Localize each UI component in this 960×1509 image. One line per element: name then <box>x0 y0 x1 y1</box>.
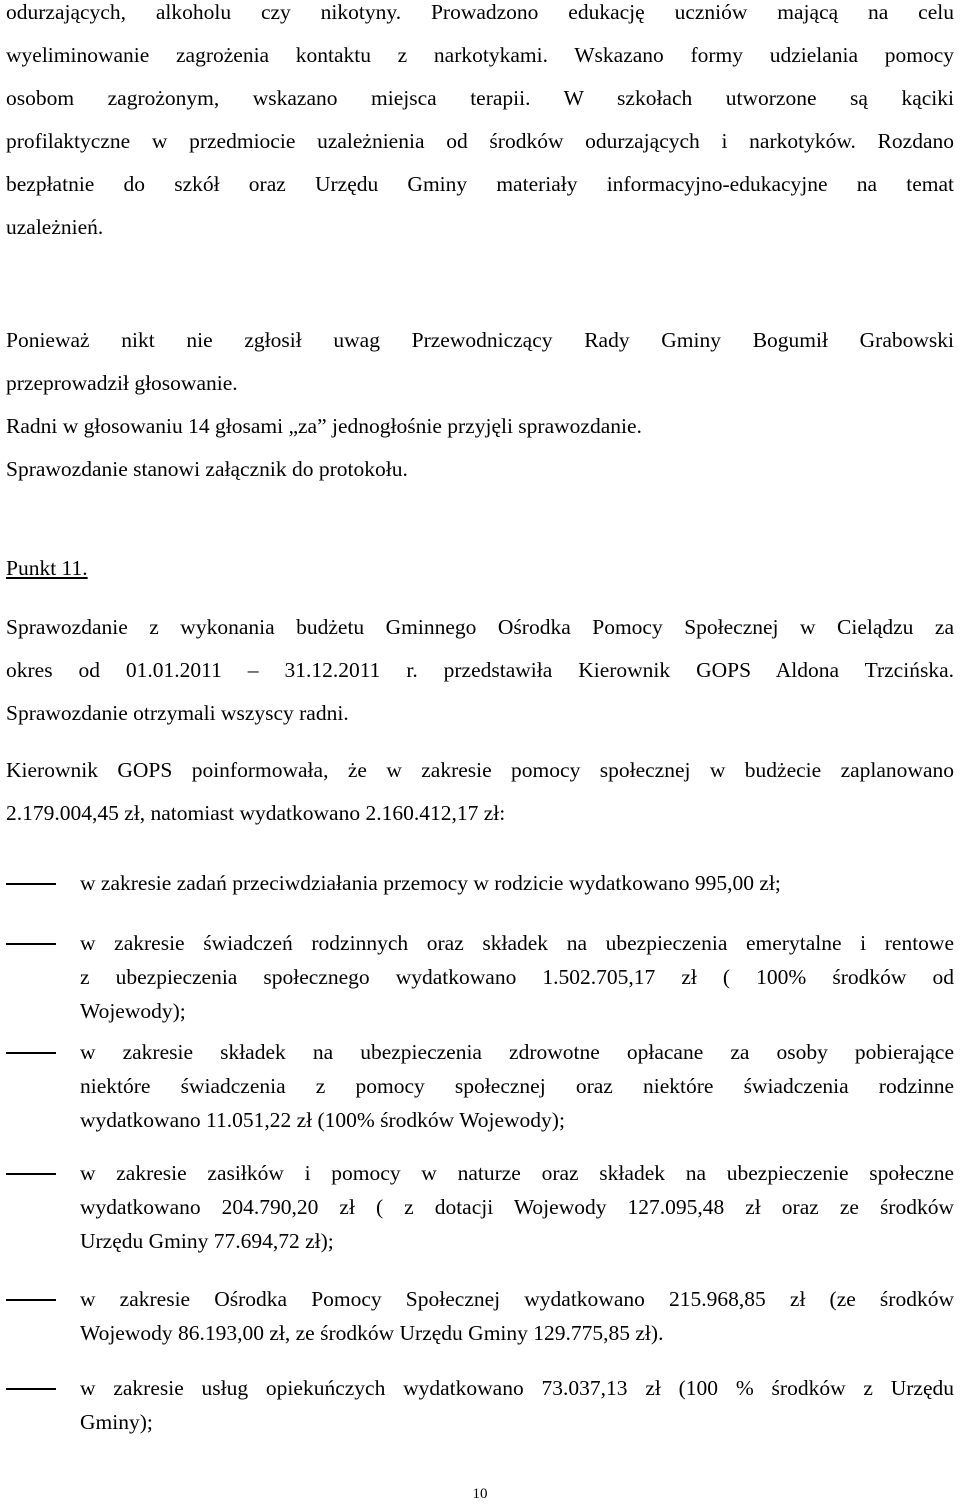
list-item-line: wydatkowano 204.790,20 zł ( z dotacji Wojewody 127.095,48 zł oraz ze środków <box>80 1195 954 1219</box>
list-item-line: w zakresie zasiłków i pomocy w naturze oraz składek na ubezpieczenie społeczne <box>80 1161 954 1185</box>
text-line: profilaktyczne w przedmiocie uzależnienia od środków odurzających i narkotyków. Rozdano <box>6 129 954 153</box>
dash-bullet <box>6 866 56 900</box>
text-line: Kierownik GOPS poinformowała, że w zakresie pomocy społecznej w budżecie zaplanowano <box>6 758 954 782</box>
text-line: 2.179.004,45 zł, natomiast wydatkowano 2.160.412,17 zł: <box>6 801 506 825</box>
page-number: 10 <box>472 1486 488 1502</box>
text-line: Ponieważ nikt nie zgłosił uwag Przewodniczący Rady Gminy Bogumił Grabowski <box>6 328 954 352</box>
list-item-line: w zakresie usług opiekuńczych wydatkowano 73.037,13 zł (100 % środków z Urzędu <box>80 1376 954 1400</box>
list-item-line: w zakresie Ośrodka Pomocy Społecznej wydatkowano 215.968,85 zł (ze środków <box>80 1287 954 1311</box>
text-line: Radni w głosowaniu 14 głosami „za” jednogłośnie przyjęli sprawozdanie. <box>6 414 642 438</box>
text-line: wyeliminowanie zagrożenia kontaktu z narkotykami. Wskazano formy udzielania pomocy <box>6 43 954 67</box>
list-item-line: w zakresie świadczeń rodzinnych oraz składek na ubezpieczenia emerytalne i rentowe <box>80 931 954 955</box>
text-line: bezpłatnie do szkół oraz Urzędu Gminy materiały informacyjno-edukacyjne na temat <box>6 172 954 196</box>
section-heading: Punkt 11. <box>6 556 88 580</box>
text-line: Sprawozdanie z wykonania budżetu Gminnego Ośrodka Pomocy Społecznej w Cielądzu za <box>6 615 954 639</box>
list-item-line: Gminy); <box>80 1410 153 1434</box>
text-line: uzależnień. <box>6 215 104 239</box>
dash-bullet <box>6 1156 56 1190</box>
list-item-line: z ubezpieczenia społecznego wydatkowano 1.502.705,17 zł ( 100% środków od <box>80 965 954 989</box>
list-item-line: w zakresie zadań przeciwdziałania przemocy w rodzicie wydatkowano 995,00 zł; <box>80 871 781 895</box>
list-item-line: wydatkowano 11.051,22 zł (100% środków Wojewody); <box>80 1108 565 1132</box>
text-line: Sprawozdanie otrzymali wszyscy radni. <box>6 701 349 725</box>
list-item-line: w zakresie składek na ubezpieczenia zdrowotne opłacane za osoby pobierające <box>80 1040 954 1064</box>
list-item-line: Urzędu Gminy 77.694,72 zł); <box>80 1229 334 1253</box>
text-line: Sprawozdanie stanowi załącznik do protokołu. <box>6 457 408 481</box>
list-item-line: Wojewody 86.193,00 zł, ze środków Urzędu Gminy 129.775,85 zł). <box>80 1321 664 1345</box>
dash-bullet <box>6 926 56 960</box>
text-line: okres od 01.01.2011 – 31.12.2011 r. przedstawiła Kierownik GOPS Aldona Trzcińska. <box>6 658 954 682</box>
text-line: osobom zagrożonym, wskazano miejsca terapii. W szkołach utworzone są kąciki <box>6 86 954 110</box>
text-line: przeprowadził głosowanie. <box>6 371 238 395</box>
list-item-line: niektóre świadczenia z pomocy społecznej oraz niektóre świadczenia rodzinne <box>80 1074 954 1098</box>
list-item-line: Wojewody); <box>80 999 186 1023</box>
dash-bullet <box>6 1035 56 1069</box>
dash-bullet <box>6 1371 56 1405</box>
text-line: odurzających, alkoholu czy nikotyny. Prowadzono edukację uczniów mającą na celu <box>6 0 954 24</box>
dash-bullet <box>6 1282 56 1316</box>
